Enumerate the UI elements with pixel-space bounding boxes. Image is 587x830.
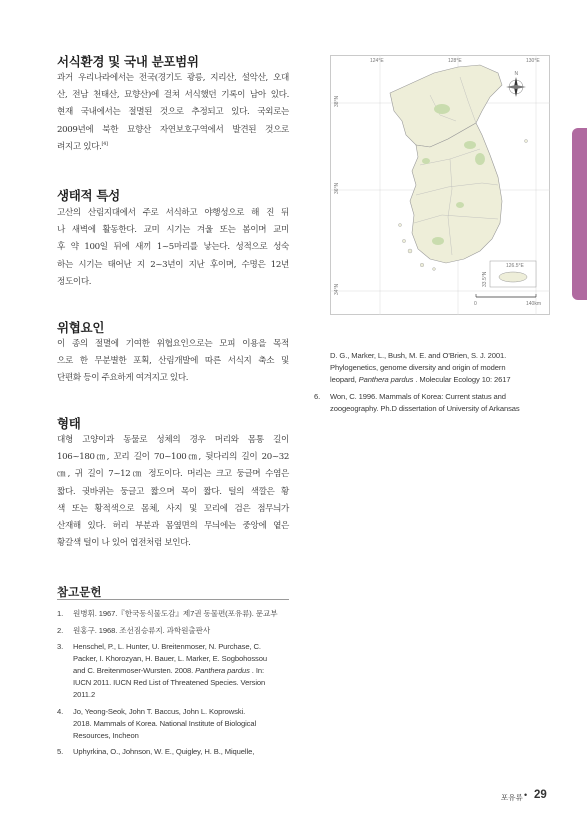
reference-line: zoogeography. Ph.D dissertation of University of Arkansas: [330, 403, 520, 413]
text-line: 2009년에 북한 묘향산 자연보호구역에서 발견된 것으로: [57, 124, 289, 135]
text-line: [57, 139, 289, 156]
text-fragment: and C. Breitenmoser-Wursten. 2008.: [73, 666, 196, 675]
reference-item-continued: [314, 350, 550, 386]
reference-mark: [4]: [101, 140, 108, 147]
text-line: 106~180㎝, 꼬리 길이 70~100㎝, 뒷다리의 길이 20~32: [57, 452, 289, 463]
text-fragment: . In:: [249, 666, 264, 675]
reference-line: Packer, I. Khorozyan, H. Bauer, L. Marker, E. Sogbohossou: [73, 654, 267, 663]
lat-label: 36°N: [334, 182, 340, 194]
reference-item: [57, 706, 291, 742]
text-line: 과거 우리나라에서는 전국(경기도 광릉, 지리산, 설악산, 오대: [57, 73, 289, 83]
threat-paragraph: [57, 336, 289, 388]
text-line: 대형 고양이과 동물로 성체의 경우 머리와 몸통 길이: [57, 435, 289, 445]
distribution-map: [330, 55, 550, 315]
scale-start-label: 0: [474, 301, 477, 307]
morphology-paragraph: [57, 432, 289, 552]
reference-line: 원홍구. 1968. 조선짐승류지. 과학원출판사: [73, 625, 211, 635]
inset-lat-label: 33.5°N: [482, 271, 488, 287]
section-heading-threat: 위협요인: [57, 320, 105, 335]
references-heading: 참고문헌: [57, 585, 102, 599]
reference-line: Won, C. 1996. Mammals of Korea: Current status and: [330, 391, 506, 401]
reference-item: [57, 641, 291, 701]
text-line: 단편화 등이 주요하게 여겨지고 있다.: [57, 373, 189, 384]
scale-end-label: 140km: [526, 301, 542, 307]
lat-label: 38°N: [334, 95, 340, 107]
habitat-paragraph: [57, 70, 289, 156]
text-line: 이 종의 절멸에 기여한 위협요인으로는 모피 이용을 목적: [57, 339, 289, 349]
text-line: 정도이다.: [57, 276, 92, 287]
reference-line: Phylogenetics, genome diversity and origin of modern: [330, 363, 506, 372]
text-line: 황갈색 털이 나 있어 엽전처럼 보인다.: [57, 538, 191, 549]
page-number: 29: [534, 789, 547, 801]
reference-line: [330, 374, 550, 386]
section-heading-ecology: 생태적 특성: [57, 188, 120, 203]
reference-line: Resources, Incheon: [73, 730, 139, 740]
reference-line: 2011.2: [73, 690, 96, 699]
text-line: 후 약 100일 뒤에 새끼 1~5마리를 낳는다. 성적으로 성숙: [57, 242, 289, 253]
reference-number: 5.: [57, 747, 64, 756]
reference-number: 6.: [314, 391, 321, 401]
species-name: Panthera pardus: [195, 666, 250, 675]
text-line: 현재 국내에서는 절멸된 것으로 추정되고 있다. 국외로는: [57, 107, 289, 118]
text-line: 산재해 있다. 허리 부분과 몸옆면의 무늬에는 중앙에 옅은: [57, 521, 289, 532]
reference-item: [57, 625, 291, 637]
lon-label: 130°E: [526, 58, 540, 64]
text-line: 산, 전남 천태산, 묘향산)에 걸쳐 서식했던 기록이 남아 있다.: [57, 90, 289, 101]
inset-lon-label: 126.5°E: [506, 263, 524, 269]
footer-separator: •: [524, 790, 528, 800]
text-line: ㎝, 귀 길이 7~12㎝ 정도이다. 머리는 크고 둥글며 수염은: [57, 469, 289, 480]
reference-line: IUCN 2011. IUCN Red List of Threatened Species. Version: [73, 678, 266, 687]
text-line: 나 새벽에 활동한다. 교미 시기는 겨울 또는 봄이며 교미: [57, 225, 289, 236]
north-label: N: [514, 71, 519, 77]
section-heading-habitat: 서식환경 및 국내 분포범위: [57, 54, 199, 69]
species-name: Panthera pardus: [358, 375, 414, 384]
reference-line: 원병휘. 1967.『한국동식물도감』제7권 동물편(포유류). 문교부: [73, 609, 278, 618]
text-line: 하는 시기는 태어난 지 2~3년이 지난 후이며, 수명은 12년: [57, 259, 289, 270]
reference-number: 4.: [57, 706, 64, 716]
reference-item: [57, 746, 291, 758]
jeju-inset: [482, 261, 536, 287]
text-line: 고산의 산림지대에서 주로 서식하고 야행성으로 해 진 뒤: [57, 208, 289, 218]
references-list-left: [57, 608, 291, 763]
reference-item: [314, 391, 550, 415]
footer-section-label: 포유류: [501, 793, 523, 802]
ecology-paragraph: [57, 205, 289, 291]
references-divider: [57, 599, 289, 600]
reference-line: Jo, Yeong-Seok, John T. Baccus, John L. Koprowski.: [73, 706, 246, 716]
reference-line: 2018. Mammals of Korea. National Institute of Biological: [73, 718, 257, 728]
reference-item: [57, 608, 291, 620]
text-fragment: leopard,: [330, 375, 359, 384]
text-line: 짧다. 귓바퀴는 둥글고 짧으며 목이 짧다. 털의 색깔은 황: [57, 486, 289, 497]
references-list-right: [314, 350, 550, 419]
reference-line: Uphyrkina, O., Johnson, W. E., Quigley, H. B., Miquelle,: [73, 747, 255, 756]
chapter-tab: [572, 128, 587, 300]
text-line: 으로 한 무분별한 포획, 산림개발에 따른 서식지 축소 및: [57, 356, 289, 367]
reference-number: 1.: [57, 609, 64, 618]
lon-label: 124°E: [370, 58, 384, 64]
reference-number: 3.: [57, 642, 64, 651]
section-heading-morphology: 형태: [57, 416, 81, 431]
reference-line: D. G., Marker, L., Bush, M. E. and O'Brien, S. J. 2001.: [330, 351, 507, 360]
text-fragment: 려지고 있다.: [57, 141, 102, 152]
lat-label: 34°N: [334, 283, 340, 295]
text-line: 색 또는 황적색으로 몸체, 사지 및 꼬리에 검은 점무늬가: [57, 503, 289, 514]
text-fragment: . Molecular Ecology 10: 2617: [413, 375, 511, 384]
reference-line: Henschel, P., L. Hunter, U. Breitenmoser, N. Purchase, C.: [73, 642, 261, 651]
reference-line: [73, 665, 291, 677]
lon-label: 128°E: [448, 58, 462, 64]
reference-number: 2.: [57, 625, 64, 635]
